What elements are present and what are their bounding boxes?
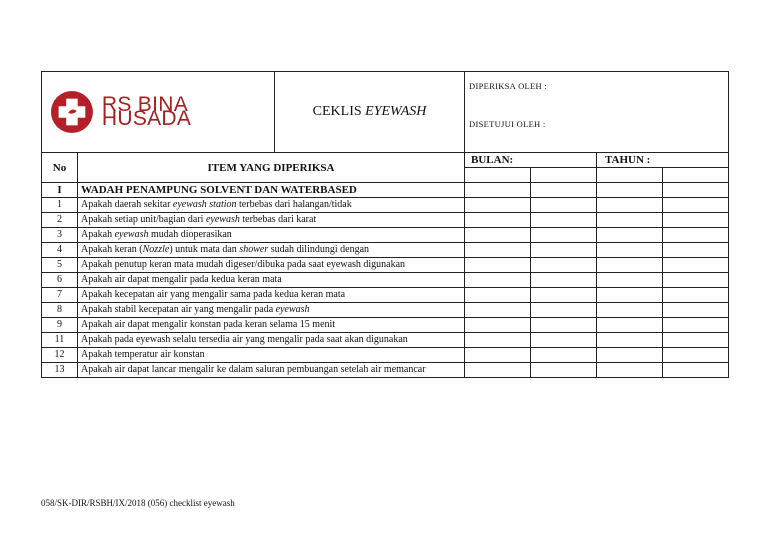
row-number: 2	[42, 213, 78, 228]
check-cell[interactable]	[531, 258, 597, 273]
month-label: BULAN:	[465, 153, 597, 168]
row-item-text: Apakah eyewash mudah dioperasikan	[78, 228, 465, 243]
table-row	[42, 258, 729, 273]
check-cell[interactable]	[465, 213, 531, 228]
check-cell[interactable]	[663, 288, 729, 303]
check-cell[interactable]	[663, 213, 729, 228]
checklist-items	[42, 198, 729, 378]
check-cell[interactable]	[465, 183, 531, 198]
column-header-no: No	[42, 153, 78, 183]
check-cell[interactable]	[663, 168, 729, 183]
row-item-text: Apakah daerah sekitar eyewash station terbebas dari halangan/tidak	[78, 198, 465, 213]
row-number: 7	[42, 288, 78, 303]
check-cell[interactable]	[663, 303, 729, 318]
check-cell[interactable]	[597, 168, 663, 183]
check-cell[interactable]	[465, 363, 531, 378]
check-cell[interactable]	[597, 273, 663, 288]
check-cell[interactable]	[531, 288, 597, 303]
logo-cell	[42, 72, 275, 153]
check-cell[interactable]	[531, 333, 597, 348]
brand-name: RS BINA HUSADA	[101, 93, 192, 130]
hospital-logo	[50, 89, 274, 135]
table-row	[42, 243, 729, 258]
check-cell[interactable]	[531, 303, 597, 318]
document-footer: 058/SK-DIR/RSBH/IX/2018 (056) checklist eyewash	[41, 498, 235, 508]
check-cell[interactable]	[597, 288, 663, 303]
row-item-text: Apakah air dapat mengalir pada kedua keran mata	[78, 273, 465, 288]
form-title: CEKLIS EYEWASH	[275, 72, 465, 153]
row-number: 12	[42, 348, 78, 363]
table-row	[42, 273, 729, 288]
row-number: 5	[42, 258, 78, 273]
row-item-text: Apakah air dapat lancar mengalir ke dalam saluran pembuangan setelah air memancar	[78, 363, 465, 378]
table-row	[42, 228, 729, 243]
row-item-text: Apakah pada eyewash selalu tersedia air yang mengalir pada saat akan digunakan	[78, 333, 465, 348]
check-cell[interactable]	[597, 243, 663, 258]
row-number: 13	[42, 363, 78, 378]
row-item-text: Apakah air dapat mengalir konstan pada keran selama 15 menit	[78, 318, 465, 333]
check-cell[interactable]	[465, 228, 531, 243]
check-cell[interactable]	[465, 168, 531, 183]
check-cell[interactable]	[663, 318, 729, 333]
check-cell[interactable]	[531, 318, 597, 333]
check-cell[interactable]	[663, 183, 729, 198]
check-cell[interactable]	[597, 363, 663, 378]
row-number: 8	[42, 303, 78, 318]
check-cell[interactable]	[663, 333, 729, 348]
check-cell[interactable]	[465, 243, 531, 258]
column-header-item: ITEM YANG DIPERIKSA	[78, 153, 465, 183]
table-row	[42, 198, 729, 213]
check-cell[interactable]	[531, 198, 597, 213]
check-cell[interactable]	[663, 258, 729, 273]
year-label: TAHUN :	[597, 153, 729, 168]
table-row	[42, 363, 729, 378]
row-item-text: Apakah penutup keran mata mudah digeser/dibuka pada saat eyewash digunakan	[78, 258, 465, 273]
row-item-text: Apakah setiap unit/bagian dari eyewash terbebas dari karat	[78, 213, 465, 228]
check-cell[interactable]	[597, 228, 663, 243]
table-row	[42, 333, 729, 348]
row-item-text: Apakah stabil kecepatan air yang mengalir pada eyewash	[78, 303, 465, 318]
check-cell[interactable]	[465, 258, 531, 273]
hospital-cross-icon	[50, 89, 94, 135]
row-item-text: Apakah keran (Nozzle) untuk mata dan shower sudah dilindungi dengan	[78, 243, 465, 258]
check-cell[interactable]	[597, 333, 663, 348]
check-cell[interactable]	[597, 183, 663, 198]
section-title: WADAH PENAMPUNG SOLVENT DAN WATERBASED	[78, 183, 465, 198]
check-cell[interactable]	[663, 198, 729, 213]
check-cell[interactable]	[597, 318, 663, 333]
row-number: 6	[42, 273, 78, 288]
checklist-sheet	[41, 71, 728, 378]
check-cell[interactable]	[663, 273, 729, 288]
section-number: I	[42, 183, 78, 198]
table-row	[42, 288, 729, 303]
check-cell[interactable]	[597, 348, 663, 363]
check-cell[interactable]	[465, 348, 531, 363]
check-cell[interactable]	[531, 348, 597, 363]
checked-by-label: DIPERIKSA OLEH :	[469, 81, 548, 91]
check-cell[interactable]	[465, 288, 531, 303]
row-number: 4	[42, 243, 78, 258]
check-cell[interactable]	[663, 243, 729, 258]
approval-cell	[465, 72, 729, 153]
check-cell[interactable]	[531, 183, 597, 198]
check-cell[interactable]	[465, 273, 531, 288]
check-cell[interactable]	[465, 333, 531, 348]
row-number: 9	[42, 318, 78, 333]
table-row	[42, 213, 729, 228]
check-cell[interactable]	[531, 213, 597, 228]
check-cell[interactable]	[531, 243, 597, 258]
table-row	[42, 348, 729, 363]
check-cell[interactable]	[597, 198, 663, 213]
check-cell[interactable]	[531, 363, 597, 378]
check-cell[interactable]	[465, 318, 531, 333]
check-cell[interactable]	[597, 213, 663, 228]
check-cell[interactable]	[663, 228, 729, 243]
check-cell[interactable]	[531, 228, 597, 243]
check-cell[interactable]	[663, 348, 729, 363]
row-item-text: Apakah kecepatan air yang mengalir sama pada kedua keran mata	[78, 288, 465, 303]
table-row	[42, 303, 729, 318]
table-row	[42, 318, 729, 333]
check-cell[interactable]	[531, 168, 597, 183]
row-number: 11	[42, 333, 78, 348]
check-cell[interactable]	[597, 303, 663, 318]
row-item-text: Apakah temperatur air konstan	[78, 348, 465, 363]
check-cell[interactable]	[663, 363, 729, 378]
check-cell[interactable]	[597, 258, 663, 273]
approved-by-label: DISETUJUI OLEH :	[469, 119, 546, 129]
checklist-table	[41, 71, 729, 378]
check-cell[interactable]	[465, 198, 531, 213]
check-cell[interactable]	[531, 273, 597, 288]
row-number: 3	[42, 228, 78, 243]
check-cell[interactable]	[465, 303, 531, 318]
row-number: 1	[42, 198, 78, 213]
